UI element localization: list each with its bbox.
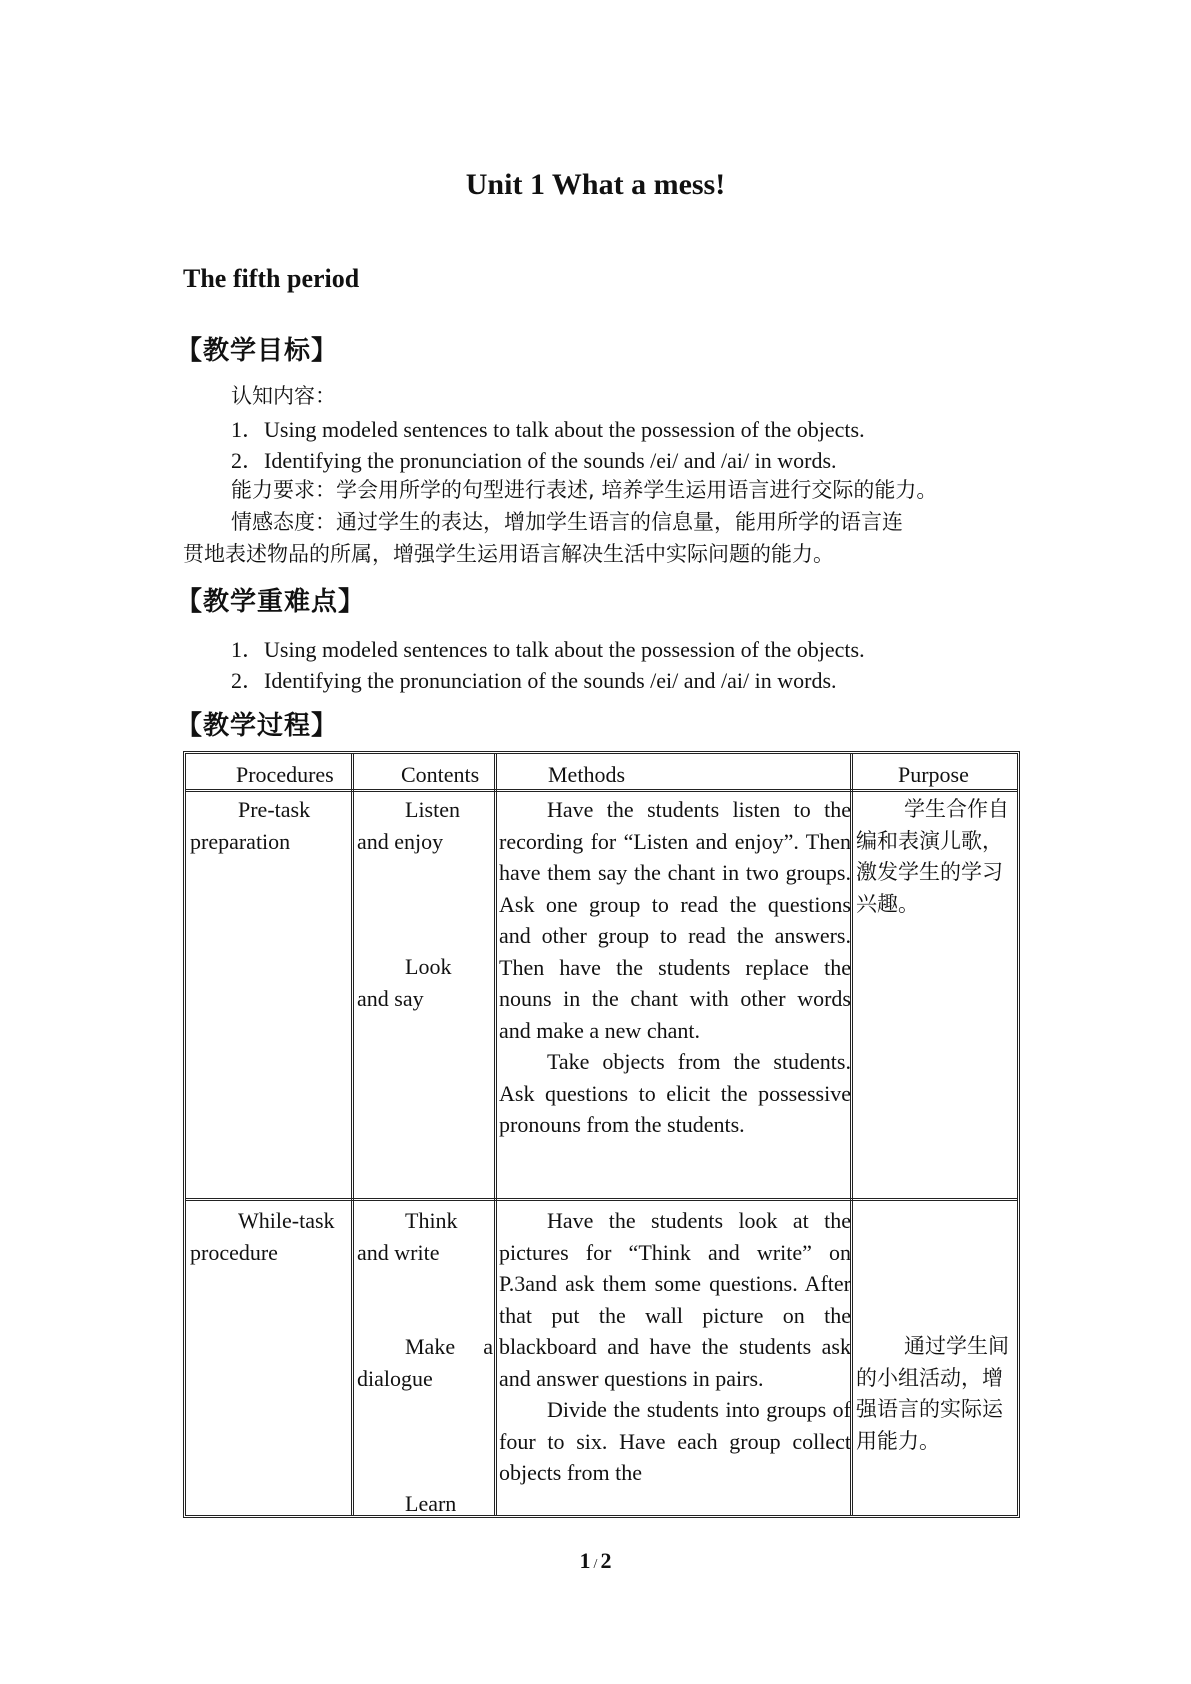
header-contents: Contents	[401, 762, 480, 787]
row1-content-listen	[357, 794, 493, 857]
page-separator: /	[593, 1557, 598, 1572]
row2-procedure-line-1: While-task	[238, 1208, 335, 1233]
section-key-points-heading: 【教学重难点】	[176, 587, 366, 617]
row2-procedure-line-2: procedure	[190, 1239, 278, 1265]
page-total: 2	[600, 1548, 612, 1573]
row-divider	[186, 1198, 1017, 1201]
row1-purpose-text: 学生合作自编和表演儿歌，激发学生的学习兴趣。	[856, 797, 1009, 916]
page-number	[0, 1548, 1191, 1574]
row2-content-1-line-1: Think	[405, 1208, 458, 1233]
row1-content-2-line-1: Look	[405, 954, 452, 979]
row1-procedure	[190, 794, 350, 857]
emotion-attitude-line-2: 贯地表述物品的所属，增强学生运用语言解决生活中实际问题的能力。	[183, 542, 834, 566]
header-methods: Methods	[548, 762, 625, 787]
row2-content-learn	[357, 1488, 493, 1520]
row1-procedure-line-2: preparation	[190, 828, 291, 854]
row2-purpose-text: 通过学生间的小组活动，增强语言的实际运用能力。	[856, 1334, 1009, 1453]
section-objectives-heading: 【教学目标】	[176, 336, 339, 366]
row2-content-2-line-2: dialogue	[357, 1365, 433, 1391]
row1-content-1-line-2: and enjoy	[357, 828, 444, 854]
row1-content-2-line-2: and say	[357, 985, 424, 1011]
row2-content-2-line-1: Make a	[405, 1334, 493, 1359]
period-heading: The fifth period	[183, 264, 360, 293]
row1-content-look	[357, 951, 493, 1014]
row1-method-paragraph-1: Have the students listen to the recording for “Listen and enjoy”. Then have them say the chant in two groups. Ask one group to read the questions and other group to read the answers. Then have the students replace the nouns in the chant with other words and make a new chant.	[499, 797, 851, 1043]
header-divider	[186, 789, 1017, 792]
row1-method-paragraph-2: Take objects from the students. Ask questions to elicit the possessive pronouns from the students.	[499, 1049, 851, 1137]
column-divider	[494, 754, 497, 1515]
row2-purpose	[856, 1331, 1018, 1457]
objective-item-1: 1．Using modeled sentences to talk about the possession of the objects.	[231, 417, 865, 442]
row1-purpose	[856, 794, 1018, 920]
row2-content-1-line-2: and write	[357, 1239, 440, 1265]
row2-methods	[499, 1205, 851, 1489]
row1-content-1-line-1: Listen	[405, 797, 460, 822]
header-procedures: Procedures	[236, 762, 334, 787]
row2-content-think	[357, 1205, 493, 1268]
key-point-item-1: 1．Using modeled sentences to talk about the possession of the objects.	[231, 637, 865, 662]
cognitive-label: 认知内容：	[231, 384, 336, 408]
key-point-item-2: 2．Identifying the pronunciation of the sounds /ei/ and /ai/ in words.	[231, 668, 837, 693]
teaching-process-table	[183, 751, 1020, 1518]
row1-methods	[499, 794, 851, 1141]
row2-method-paragraph-1: Have the students look at the pictures for “Think and write” on P.3and ask them some questions. After that put the wall picture on the blackboard and have the students ask and answer questions in pairs.	[499, 1208, 851, 1391]
column-divider	[351, 754, 354, 1515]
row2-procedure	[190, 1205, 350, 1268]
section-process-heading: 【教学过程】	[176, 711, 339, 741]
page-current: 1	[579, 1548, 591, 1573]
emotion-attitude-line-1: 情感态度：通过学生的表达，增加学生语言的信息量，能用所学的语言连	[231, 510, 903, 534]
header-purpose: Purpose	[898, 762, 969, 787]
row2-method-paragraph-2: Divide the students into groups of four to six. Have each group collect objects from the	[499, 1397, 851, 1485]
ability-requirement: 能力要求：学会用所学的句型进行表述, 培养学生运用语言进行交际的能力。	[231, 478, 938, 502]
row1-procedure-line-1: Pre-task	[238, 797, 311, 822]
document-title: Unit 1 What a mess!	[465, 168, 726, 201]
objective-item-2: 2．Identifying the pronunciation of the sounds /ei/ and /ai/ in words.	[231, 448, 837, 473]
row2-content-dialogue	[357, 1331, 493, 1394]
row2-content-3-line-1: Learn	[405, 1491, 457, 1516]
